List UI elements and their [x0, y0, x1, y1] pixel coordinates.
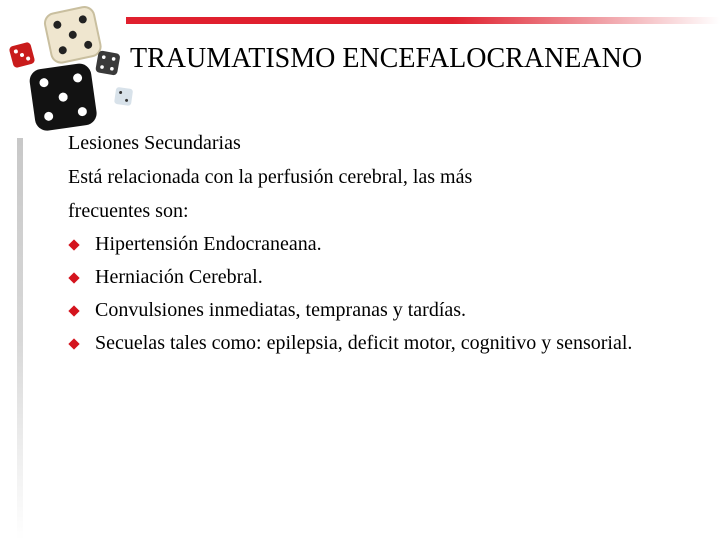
diamond-bullet-icon — [68, 272, 79, 283]
slide-title: TRAUMATISMO ENCEFALOCRANEANO — [130, 43, 643, 74]
bullet-list — [68, 228, 708, 360]
diamond-bullet-icon — [68, 338, 79, 349]
list-item — [68, 228, 708, 261]
diamond-bullet-icon — [68, 305, 79, 316]
list-item — [68, 327, 708, 360]
intro-line-2: frecuentes son: — [68, 200, 189, 222]
top-accent-bar — [126, 17, 720, 24]
section-heading: Lesiones Secundarias — [68, 132, 241, 154]
dice-icon — [0, 0, 140, 140]
diamond-bullet-icon — [68, 239, 79, 250]
list-item — [68, 261, 708, 294]
list-item-text: Herniación Cerebral. — [95, 266, 263, 288]
list-item — [68, 294, 708, 327]
list-item-text: Secuelas tales como: epilepsia, deficit motor, cognitivo y sensorial. — [95, 332, 633, 354]
list-item-text: Convulsiones inmediatas, tempranas y tardías. — [95, 299, 467, 321]
list-item-text: Hipertensión Endocraneana. — [95, 233, 322, 255]
intro-line-1: Está relacionada con la perfusión cerebral, las más — [68, 166, 473, 188]
left-accent-bar — [17, 138, 23, 540]
slide-content — [68, 126, 708, 360]
